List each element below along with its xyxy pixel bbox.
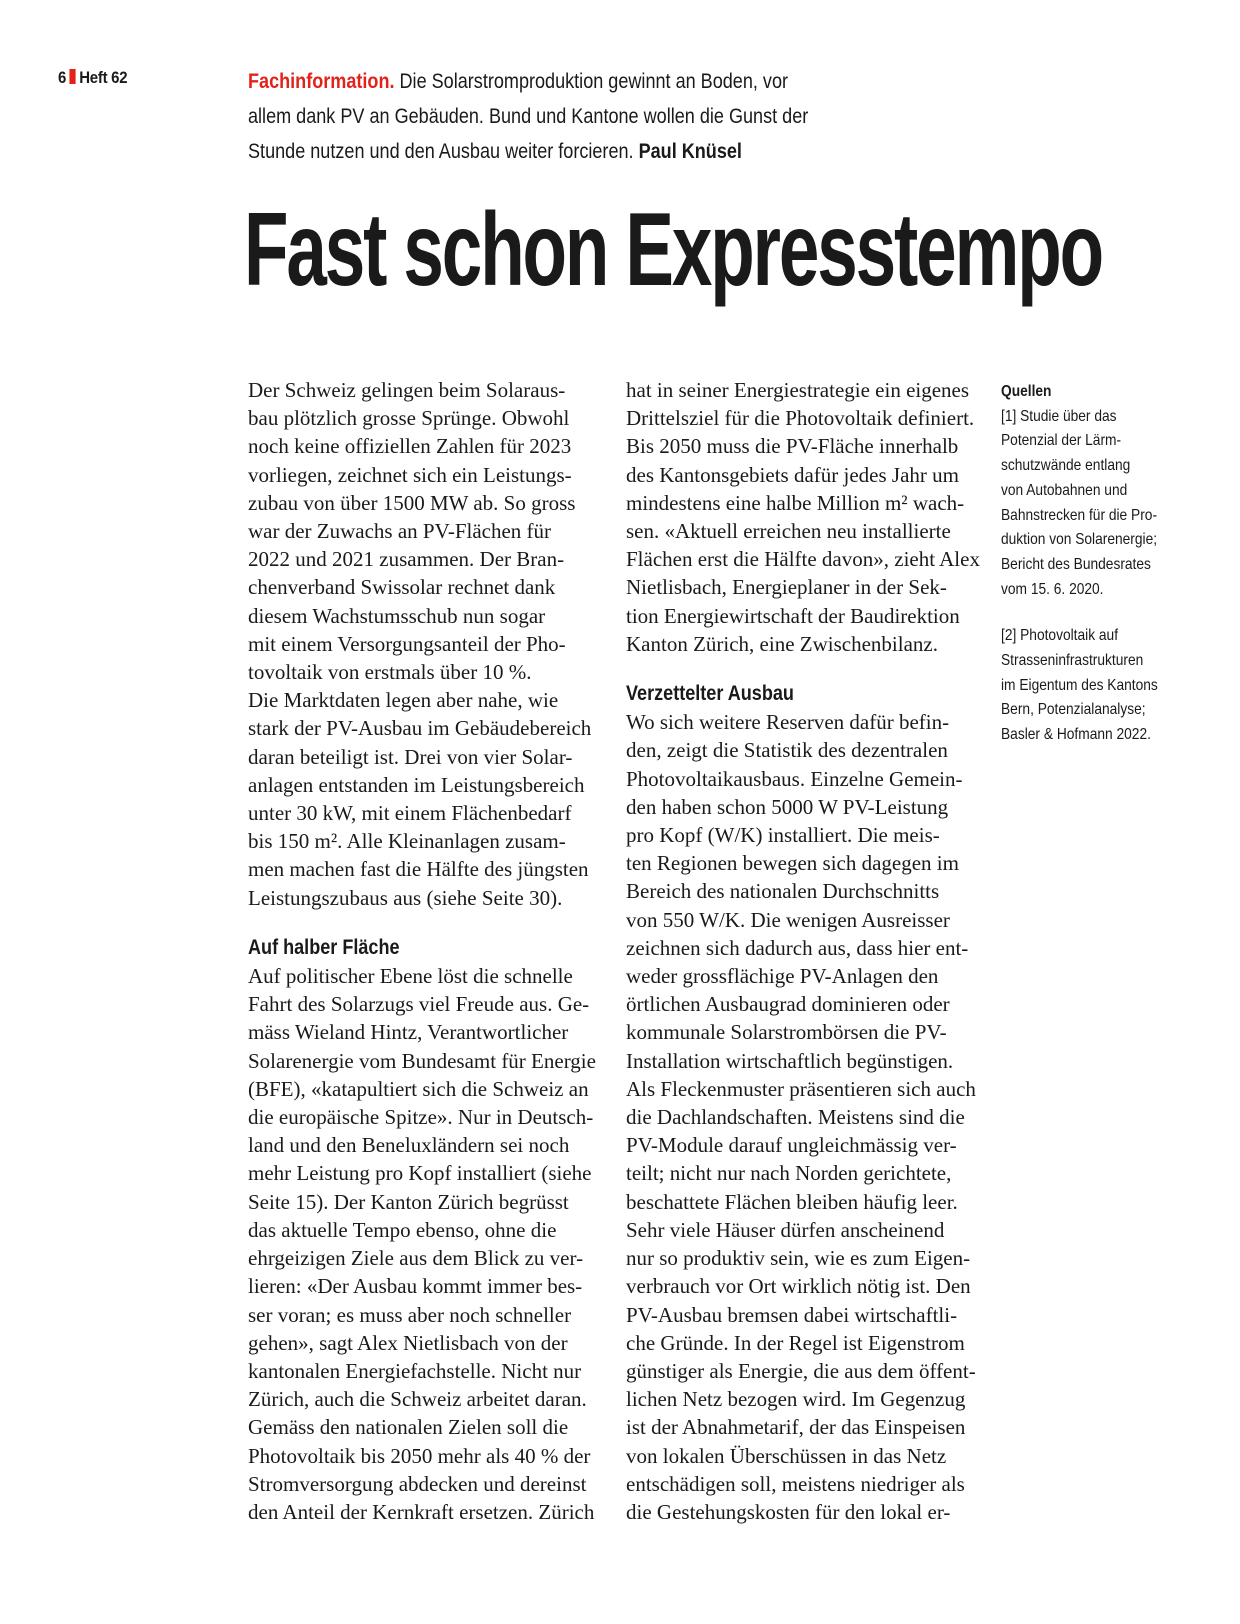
text-line: hat in seiner Energiestrategie ein eigenes	[626, 378, 970, 402]
text-line: PV-Module darauf ungleichmässig ver-	[626, 1133, 957, 1158]
red-marker	[70, 69, 76, 84]
text-line: Die Marktdaten legen aber nahe, wie	[248, 688, 559, 713]
text-line: schutzwände entlang	[1001, 457, 1131, 475]
sources-title: Quellen	[1001, 383, 1052, 400]
text-line: von Autobahnen und	[1001, 481, 1128, 499]
spacer	[248, 912, 618, 934]
text-line: Solarenergie vom Bundesamt für Energie	[248, 1048, 596, 1073]
text-line: die europäische Spitze». Nur in Deutsch-	[248, 1105, 594, 1130]
text-line: [1] Studie über das	[1001, 407, 1117, 425]
text-line: Stromversorgung abdecken und dereinst	[248, 1471, 587, 1496]
text-line: Bericht des Bundesrates	[1001, 555, 1151, 573]
text-line: Wo sich weitere Reserven dafür befin-	[626, 710, 950, 735]
subheading: Verzettelter Ausbau	[626, 682, 794, 706]
text-line: zubau von über 1500 MW ab. So gross	[248, 490, 576, 515]
text-line: ehrgeizigen Ziele aus dem Blick zu ver-	[248, 1246, 584, 1271]
text-line: duktion von Solarenergie;	[1001, 531, 1158, 549]
text-line: Leistungszubaus aus (siehe Seite 30).	[248, 885, 563, 910]
text-line: Als Fleckenmuster präsentieren sich auch	[626, 1076, 976, 1101]
text-line: tovoltaik von erstmals über 10 %.	[248, 660, 532, 685]
text-line: bis 150 m². Alle Kleinanlagen zusam-	[248, 829, 566, 854]
text-line: weder grossflächige PV-Anlagen den	[626, 964, 939, 989]
text-line: Strasseninfrastrukturen	[1001, 652, 1144, 670]
lead-kicker: Fachinformation.	[248, 70, 395, 93]
text-line: chenverband Swissolar rechnet dank	[248, 575, 556, 600]
author-name: Paul Knüsel	[638, 140, 742, 163]
column-left	[248, 376, 618, 1526]
text-line: lieren: «Der Ausbau kommt immer bes-	[248, 1274, 583, 1299]
text-line: mäss Wieland Hintz, Verantwortlicher	[248, 1020, 569, 1045]
article-headline: Fast schon Expresstempo	[244, 192, 1102, 308]
page-number: 6	[58, 68, 67, 87]
text-line: lichen Netz bezogen wird. Im Gegenzug	[626, 1387, 966, 1412]
text-line: Auf politischer Ebene löst die schnelle	[248, 964, 573, 989]
spacer	[1001, 602, 1173, 624]
source-reference	[1001, 405, 1173, 603]
issue-label: Heft 62	[79, 68, 128, 87]
text-line: die Dachlandschaften. Meistens sind die	[626, 1105, 965, 1130]
text-line: den, zeigt die Statistik des dezentralen	[626, 738, 948, 763]
text-line: noch keine offiziellen Zahlen für 2023	[248, 434, 572, 459]
text-line: Gemäss den nationalen Zielen soll die	[248, 1415, 569, 1440]
text-line: vorliegen, zeichnet sich ein Leistungs-	[248, 462, 572, 487]
text-line: Bahnstrecken für die Pro-	[1001, 506, 1158, 524]
text-line: nur so produktiv sein, wie es zum Eigen-	[626, 1246, 971, 1271]
text-line: Photovoltaikausbaus. Einzelne Gemein-	[626, 766, 963, 791]
lead-line-1: Die Solarstromproduktion gewinnt an Boden, vor	[394, 70, 789, 93]
text-line: mit einem Versorgungsanteil der Pho-	[248, 631, 566, 656]
text-line: Zürich, auch die Schweiz arbeitet daran.	[248, 1387, 587, 1412]
text-line: Fahrt des Solarzugs viel Freude aus. Ge-	[248, 992, 590, 1017]
text-line: diesem Wachstumsschub nun sogar	[248, 603, 546, 628]
text-line: das aktuelle Tempo ebenso, ohne die	[248, 1217, 557, 1242]
text-line: men machen fast die Hälfte des jüngsten	[248, 857, 589, 882]
text-line: von lokalen Überschüssen in das Netz	[626, 1443, 947, 1468]
sources-sidebar	[1001, 380, 1173, 748]
text-line: war der Zuwachs an PV-Flächen für	[248, 519, 552, 544]
text-line: verbrauch vor Ort wirklich nötig ist. Den	[626, 1274, 971, 1299]
text-line: Installation wirtschaftlich begünstigen.	[626, 1048, 954, 1073]
lead-line-3: Stunde nutzen und den Ausbau weiter forcieren.	[248, 140, 639, 163]
spacer	[626, 658, 996, 680]
text-line: ist der Abnahmetarif, der das Einspeisen	[626, 1415, 966, 1440]
column-middle	[626, 376, 996, 1526]
text-line: Flächen erst die Hälfte davon», zieht Alex	[626, 547, 980, 572]
text-line: sen. «Aktuell erreichen neu installierte	[626, 519, 951, 544]
lead-paragraph	[248, 64, 809, 169]
text-line: [2] Photovoltaik auf	[1001, 627, 1119, 645]
paragraph	[248, 376, 618, 686]
subheading: Auf halber Fläche	[248, 935, 400, 959]
text-line: ten Regionen bewegen sich dagegen im	[626, 851, 959, 876]
source-reference	[1001, 624, 1173, 748]
text-line: den haben schon 5000 W PV-Leistung	[626, 794, 949, 819]
paragraph	[248, 962, 618, 1526]
text-line: im Eigentum des Kantons	[1001, 676, 1158, 694]
text-line: Nietlisbach, Energieplaner in der Sek-	[626, 575, 947, 600]
text-line: Photovoltaik bis 2050 mehr als 40 % der	[248, 1443, 591, 1468]
text-line: pro Kopf (W/K) installiert. Die meis-	[626, 823, 940, 848]
text-line: Basler & Hofmann 2022.	[1001, 726, 1151, 744]
text-line: anlagen entstanden im Leistungsbereich	[248, 772, 585, 797]
text-line: tion Energiewirtschaft der Baudirektion	[626, 603, 960, 628]
text-line: che Gründe. In der Regel ist Eigenstrom	[626, 1330, 965, 1355]
text-line: teilt; nicht nur nach Norden gerichtete,	[626, 1161, 952, 1186]
text-line: örtlichen Ausbaugrad dominieren oder	[626, 992, 950, 1017]
text-line: Potenzial der Lärm-	[1001, 432, 1122, 450]
text-line: die Gestehungskosten für den lokal er-	[626, 1499, 951, 1524]
text-line: daran beteiligt ist. Drei von vier Solar-	[248, 744, 573, 769]
text-line: 2022 und 2021 zusammen. Der Bran-	[248, 547, 565, 572]
text-line: ser voran; es muss aber noch schneller	[248, 1302, 572, 1327]
text-line: (BFE), «katapultiert sich die Schweiz an	[248, 1076, 589, 1101]
text-line: günstiger als Energie, die aus dem öffent-	[626, 1358, 976, 1383]
text-line: gehen», sagt Alex Nietlisbach von der	[248, 1330, 568, 1355]
text-line: Der Schweiz gelingen beim Solaraus-	[248, 378, 566, 402]
text-line: von 550 W/K. Die wenigen Ausreisser	[626, 907, 950, 932]
text-line: Sehr viele Häuser dürfen anscheinend	[626, 1217, 945, 1242]
text-line: PV-Ausbau bremsen dabei wirtschaftli-	[626, 1302, 958, 1327]
text-line: des Kantonsgebiets dafür jedes Jahr um	[626, 462, 959, 487]
text-line: vom 15. 6. 2020.	[1001, 580, 1104, 598]
text-line: kantonalen Energiefachstelle. Nicht nur	[248, 1358, 582, 1383]
text-line: Bereich des nationalen Durchschnitts	[626, 879, 940, 904]
text-line: Drittelsziel für die Photovoltaik definiert.	[626, 406, 975, 431]
text-line: stark der PV-Ausbau im Gebäudebereich	[248, 716, 592, 741]
paragraph	[248, 686, 618, 912]
text-line: land und den Beneluxländern sei noch	[248, 1133, 570, 1158]
text-line: den Anteil der Kernkraft ersetzen. Zürich	[248, 1499, 595, 1524]
text-line: mehr Leistung pro Kopf installiert (siehe	[248, 1161, 592, 1186]
text-line: bau plötzlich grosse Sprünge. Obwohl	[248, 406, 570, 431]
page-header	[58, 68, 127, 88]
paragraph	[626, 376, 996, 658]
text-line: kommunale Solarstrombörsen die PV-	[626, 1020, 947, 1045]
text-line: Bern, Potenzialanalyse;	[1001, 701, 1146, 719]
text-line: Kanton Zürich, eine Zwischenbilanz.	[626, 631, 938, 656]
text-line: entschädigen soll, meistens niedriger als	[626, 1471, 965, 1496]
text-line: Seite 15). Der Kanton Zürich begrüsst	[248, 1189, 569, 1214]
text-line: unter 30 kW, mit einem Flächenbedarf	[248, 801, 572, 826]
text-line: zeichnen sich dadurch aus, dass hier ent-	[626, 935, 969, 960]
paragraph	[626, 708, 996, 1526]
text-line: Bis 2050 muss die PV-Fläche innerhalb	[626, 434, 959, 459]
text-line: beschattete Flächen bleiben häufig leer.	[626, 1189, 958, 1214]
text-line: mindestens eine halbe Million m² wach-	[626, 490, 965, 515]
lead-line-2: allem dank PV an Gebäuden. Bund und Kantone wollen die Gunst der	[248, 105, 809, 128]
